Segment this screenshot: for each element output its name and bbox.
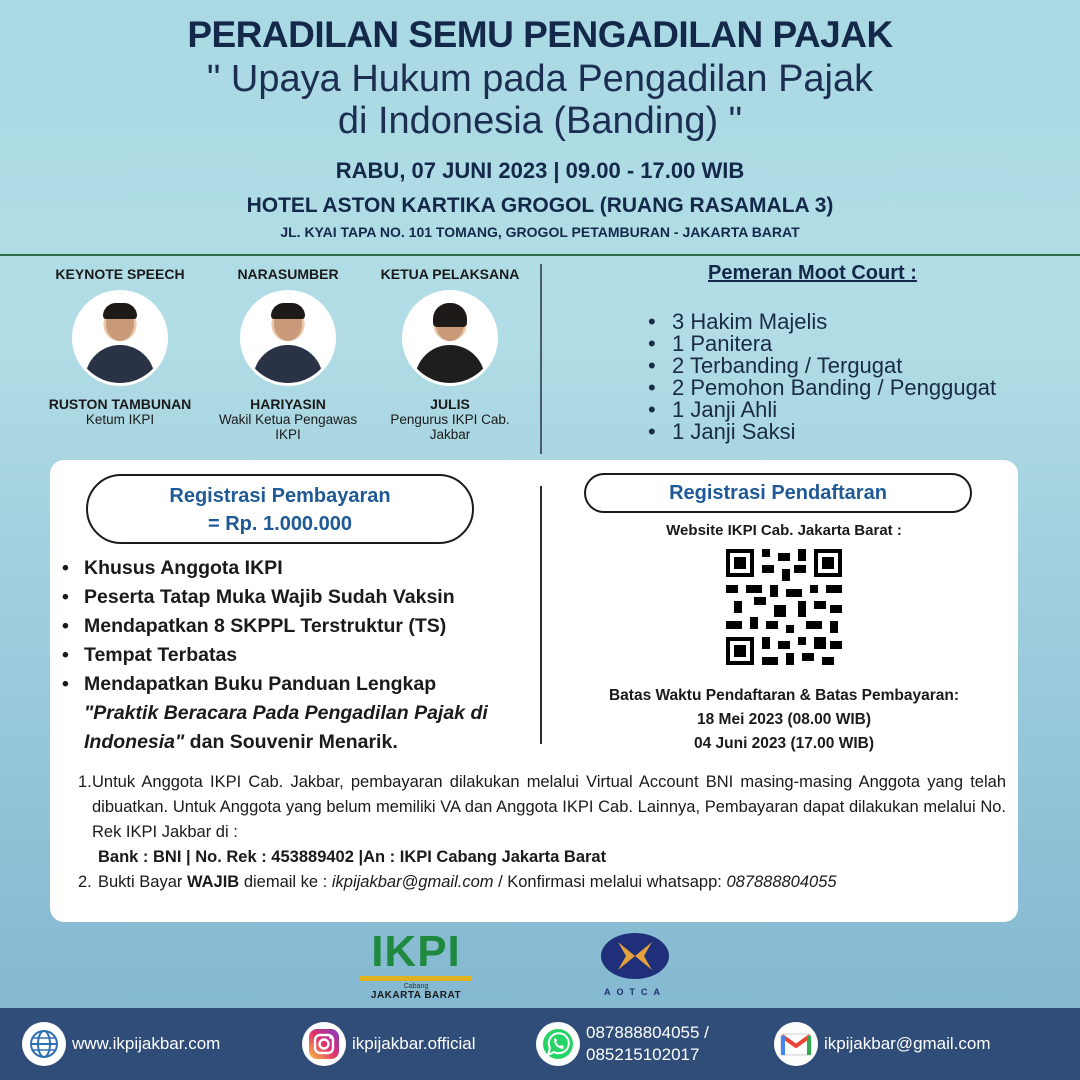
registration-title: Registrasi Pendaftaran <box>669 482 887 504</box>
moot-court-section <box>600 262 1060 443</box>
event-subtitle-line1: " Upaya Hukum pada Pengadilan Pajak <box>206 58 874 100</box>
payment-price: = Rp. 1.000.000 <box>208 513 352 535</box>
list-item: • 1 Janji Ahli <box>648 399 1060 421</box>
footer-email[interactable] <box>774 1022 991 1066</box>
footer-phone-2: 085215102017 <box>586 1045 700 1064</box>
note-number: 2. <box>78 873 92 891</box>
event-subtitle-line2: di Indonesia (Banding) " <box>337 100 743 142</box>
list-item-book <box>62 670 532 757</box>
registration-site-label: Website IKPI Cab. Jakarta Barat : <box>666 522 902 539</box>
aotca-logo-text: AOTCA <box>604 987 666 997</box>
book-title: "Praktik Beracara Pada Pengadilan Pajak di Indonesia" <box>84 702 488 753</box>
speaker-photo <box>240 290 336 386</box>
speaker-name: RUSTON TAMBUNAN <box>48 396 192 412</box>
speaker-ketua <box>370 266 530 442</box>
aotca-logo <box>598 932 672 997</box>
speaker-role: KEYNOTE SPEECH <box>55 266 185 282</box>
footer-instagram[interactable] <box>302 1022 475 1066</box>
ikpi-logo-bar <box>360 976 472 981</box>
footer <box>0 1008 1080 1080</box>
payment-notes <box>78 770 1006 895</box>
registration-block <box>550 522 1018 756</box>
ikpi-logo <box>356 927 476 1001</box>
qr-code[interactable] <box>726 549 842 665</box>
note-2 <box>78 870 1006 895</box>
note-email-link[interactable]: ikpijakbar@gmail.com <box>331 873 494 891</box>
speaker-role: KETUA PELAKSANA <box>380 266 520 282</box>
book-suffix: dan Souvenir Menarik. <box>184 731 398 753</box>
globe-icon <box>22 1022 66 1066</box>
footer-website[interactable] <box>22 1022 220 1066</box>
deadline-date-1: 18 Mei 2023 (08.00 WIB) <box>696 711 872 728</box>
ikpi-logo-text: IKPI <box>371 927 461 976</box>
aotca-emblem-icon <box>600 932 670 980</box>
list-item: • Peserta Tatap Muka Wajib Sudah Vaksin <box>62 583 532 612</box>
note-number: 1. <box>78 773 92 791</box>
gmail-icon <box>774 1022 818 1066</box>
registration-pill <box>584 473 972 513</box>
speaker-title: Wakil Ketua Pengawas IKPI <box>218 412 358 442</box>
speaker-title: Ketum IKPI <box>85 412 155 427</box>
whatsapp-icon <box>536 1022 580 1066</box>
list-item: • 1 Panitera <box>648 333 1060 355</box>
benefits-list <box>62 554 532 757</box>
list-item: • Tempat Terbatas <box>62 641 532 670</box>
note-1 <box>78 770 1006 870</box>
event-address: JL. KYAI TAPA NO. 101 TOMANG, GROGOL PETAMBURAN - JAKARTA BARAT <box>280 224 800 240</box>
list-item: • 3 Hakim Majelis <box>648 311 1060 333</box>
note-text: / Konfirmasi melalui whatsapp: <box>493 873 727 891</box>
speaker-narasumber <box>208 266 368 442</box>
speaker-photo <box>72 290 168 386</box>
speaker-name: HARIYASIN <box>250 396 326 412</box>
ikpi-logo-cabang: Cabang <box>403 983 429 990</box>
list-item: • 1 Janji Saksi <box>648 421 1060 443</box>
speaker-name: JULIS <box>430 396 470 412</box>
note-whatsapp-number: 087888804055 <box>726 873 837 891</box>
ikpi-logo-branch: JAKARTA BARAT <box>370 990 462 1001</box>
list-item: • 2 Pemohon Banding / Penggugat <box>648 377 1060 399</box>
header <box>0 14 1080 240</box>
header-divider <box>0 254 1080 256</box>
instagram-icon <box>302 1022 346 1066</box>
section-divider <box>540 264 542 454</box>
card-divider <box>540 486 542 744</box>
list-item: • 2 Terbanding / Tergugat <box>648 355 1060 377</box>
speakers-section <box>40 266 540 456</box>
payment-pill <box>86 474 474 544</box>
deadline-block <box>550 684 1018 756</box>
deadline-date-2: 04 Juni 2023 (17.00 WIB) <box>693 735 875 752</box>
list-item: • Mendapatkan 8 SKPPL Terstruktur (TS) <box>62 612 532 641</box>
bank-info: Bank : BNI | No. Rek : 453889402 |An : IKPI Cabang Jakarta Barat <box>98 848 607 866</box>
event-venue: HOTEL ASTON KARTIKA GROGOL (RUANG RASAMALA 3) <box>246 194 834 217</box>
note-emphasis: WAJIB <box>186 873 240 891</box>
deadline-label: Batas Waktu Pendaftaran & Batas Pembayaran: <box>608 687 959 704</box>
note-text: diemail ke : <box>239 873 332 891</box>
footer-phone-1: 087888804055 / <box>586 1023 709 1042</box>
event-date: RABU, 07 JUNI 2023 | 09.00 - 17.00 WIB <box>335 158 745 183</box>
footer-email-text: ikpijakbar@gmail.com <box>824 1034 991 1053</box>
note-text: Bukti Bayar <box>98 873 187 891</box>
note-text: Untuk Anggota IKPI Cab. Jakbar, pembayaran dilakukan melalui Virtual Account BNI masing-masing Anggota yang telah dibuatkan. Untuk Anggota yang belum memiliki VA dan Anggota IKPI Cab. Lainnya, Pembayaran dapat dilakukan melalui No. Rek IKPI Jakbar di : <box>92 773 1006 841</box>
footer-phones <box>586 1022 709 1066</box>
footer-whatsapp[interactable] <box>536 1022 709 1066</box>
speaker-role: NARASUMBER <box>237 266 339 282</box>
registration-card <box>50 460 1018 922</box>
footer-website-text: www.ikpijakbar.com <box>72 1034 221 1053</box>
speaker-keynote <box>40 266 200 427</box>
speaker-photo <box>402 290 498 386</box>
moot-court-list <box>648 311 1060 443</box>
speaker-title: Pengurus IKPI Cab. Jakbar <box>390 412 510 442</box>
payment-title: Registrasi Pembayaran <box>169 485 391 507</box>
footer-instagram-text: ikpijakbar.official <box>352 1034 476 1053</box>
benefit-book: Mendapatkan Buku Panduan Lengkap <box>84 673 437 695</box>
moot-court-title: Pemeran Moot Court : <box>708 262 917 284</box>
list-item: • Khusus Anggota IKPI <box>62 554 532 583</box>
event-title: PERADILAN SEMU PENGADILAN PAJAK <box>187 14 893 55</box>
